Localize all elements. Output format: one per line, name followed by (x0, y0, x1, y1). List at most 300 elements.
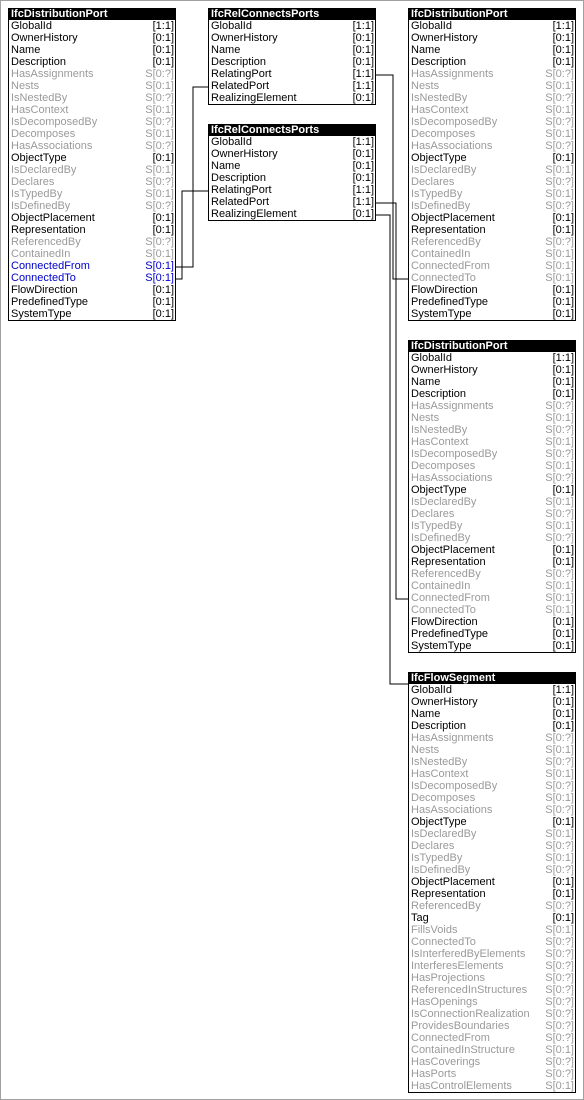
attribute-row[interactable] (9, 176, 175, 188)
attribute-row[interactable] (9, 260, 175, 272)
attribute-cardinality: S[0:?] (545, 948, 574, 960)
attribute-name: Name (411, 376, 441, 388)
attribute-cardinality: [0:1] (552, 912, 574, 924)
attribute-cardinality: S[0:1] (545, 1044, 574, 1056)
attribute-cardinality: [0:1] (552, 816, 574, 828)
attribute-name: HasContext (411, 436, 469, 448)
attribute-name: Representation (411, 556, 486, 568)
attribute-name: IsNestedBy (11, 92, 68, 104)
attribute-name: ReferencedInStructures (411, 984, 528, 996)
attribute-row[interactable] (409, 364, 575, 376)
attribute-cardinality: S[0:1] (545, 828, 574, 840)
attribute-row[interactable] (409, 756, 575, 768)
attribute-row[interactable] (409, 152, 575, 164)
attribute-row[interactable] (209, 80, 375, 92)
attribute-cardinality: [0:1] (552, 876, 574, 888)
attribute-name: OwnerHistory (11, 32, 78, 44)
attribute-cardinality: [1:1] (352, 68, 374, 80)
attribute-name: FlowDirection (11, 284, 78, 296)
attribute-row[interactable] (409, 544, 575, 556)
attribute-cardinality: [0:1] (552, 376, 574, 388)
attribute-cardinality: S[0:1] (145, 272, 174, 284)
attribute-row[interactable] (409, 248, 575, 260)
attribute-cardinality: S[0:1] (545, 260, 574, 272)
attribute-row[interactable] (409, 176, 575, 188)
attribute-row[interactable] (209, 136, 375, 148)
attribute-row[interactable] (9, 188, 175, 200)
attribute-cardinality: S[0:1] (145, 248, 174, 260)
attribute-cardinality: [0:1] (152, 44, 174, 56)
attribute-name: FlowDirection (411, 616, 478, 628)
attribute-row[interactable] (409, 436, 575, 448)
attribute-name: GlobalId (411, 352, 452, 364)
attribute-cardinality: S[0:1] (545, 128, 574, 140)
attribute-cardinality: S[0:?] (545, 780, 574, 792)
attribute-row[interactable] (9, 224, 175, 236)
attribute-name: Representation (11, 224, 86, 236)
attribute-name: FillsVoids (411, 924, 458, 936)
attribute-cardinality: S[0:?] (545, 472, 574, 484)
attribute-name: ConnectedTo (411, 936, 476, 948)
attribute-name: Description (411, 720, 467, 732)
attribute-cardinality: S[0:1] (545, 520, 574, 532)
attribute-row[interactable] (409, 424, 575, 436)
attribute-row[interactable] (409, 460, 575, 472)
attribute-row[interactable] (209, 208, 375, 220)
attribute-cardinality: S[0:1] (545, 248, 574, 260)
entity-ifcdistributionport-right-mid[interactable] (408, 340, 576, 653)
attribute-row[interactable] (9, 308, 175, 320)
attribute-cardinality: [0:1] (352, 160, 374, 172)
attribute-row[interactable] (409, 164, 575, 176)
attribute-row[interactable] (409, 260, 575, 272)
entity-ifcrelconnectsports-top[interactable] (208, 8, 376, 105)
attribute-name: ReferencedBy (11, 236, 81, 248)
attribute-row[interactable] (9, 212, 175, 224)
attribute-cardinality: S[0:1] (145, 128, 174, 140)
attribute-cardinality: [0:1] (352, 56, 374, 68)
attribute-row[interactable] (9, 32, 175, 44)
attribute-name: PredefinedType (411, 628, 489, 640)
attribute-cardinality: [1:1] (552, 20, 574, 32)
attribute-name: RealizingElement (211, 208, 297, 220)
attribute-name: IsDecomposedBy (411, 448, 498, 460)
attribute-cardinality: [0:1] (152, 296, 174, 308)
attribute-name: Nests (11, 80, 40, 92)
attribute-row[interactable] (9, 20, 175, 32)
attribute-cardinality: S[0:?] (545, 864, 574, 876)
attribute-row[interactable] (409, 1068, 575, 1080)
attribute-row[interactable] (409, 68, 575, 80)
attribute-name: ContainedIn (11, 248, 71, 260)
attribute-row[interactable] (209, 148, 375, 160)
attribute-row[interactable] (409, 924, 575, 936)
attribute-row[interactable] (409, 888, 575, 900)
attribute-cardinality: [0:1] (352, 208, 374, 220)
attribute-name: PredefinedType (11, 296, 89, 308)
attribute-row[interactable] (409, 104, 575, 116)
attribute-name: Declares (411, 176, 455, 188)
attribute-cardinality: [0:1] (552, 308, 574, 320)
attribute-cardinality: S[0:1] (545, 744, 574, 756)
attribute-name: ContainedIn (411, 248, 471, 260)
attribute-row[interactable] (409, 376, 575, 388)
attribute-name: OwnerHistory (211, 32, 278, 44)
attribute-row[interactable] (209, 68, 375, 80)
attribute-name: ConnectedFrom (411, 1032, 490, 1044)
attribute-name: Description (211, 56, 267, 68)
attribute-name: IsDefinedBy (411, 864, 471, 876)
attribute-cardinality: [0:1] (552, 708, 574, 720)
attribute-cardinality: S[0:1] (545, 604, 574, 616)
attribute-row[interactable] (409, 604, 575, 616)
attribute-row[interactable] (409, 840, 575, 852)
attribute-cardinality: S[0:1] (545, 436, 574, 448)
attribute-name: HasPorts (411, 1068, 457, 1080)
attribute-cardinality: S[0:?] (545, 984, 574, 996)
attribute-row[interactable] (409, 1020, 575, 1032)
attribute-row[interactable] (209, 92, 375, 104)
attribute-cardinality: S[0:?] (545, 1008, 574, 1020)
attribute-row[interactable] (9, 80, 175, 92)
attribute-row[interactable] (209, 172, 375, 184)
attribute-row[interactable] (409, 708, 575, 720)
attribute-cardinality: S[0:1] (545, 852, 574, 864)
attribute-cardinality: S[0:?] (545, 960, 574, 972)
attribute-row[interactable] (209, 44, 375, 56)
attribute-cardinality: [0:1] (552, 720, 574, 732)
attribute-row[interactable] (9, 152, 175, 164)
attribute-name: Name (411, 708, 441, 720)
attribute-row[interactable] (9, 56, 175, 68)
attribute-cardinality: [0:1] (352, 32, 374, 44)
attribute-cardinality: S[0:?] (545, 936, 574, 948)
attribute-name: IsNestedBy (411, 756, 468, 768)
attribute-row[interactable] (409, 140, 575, 152)
attribute-name: IsTypedBy (411, 852, 463, 864)
attribute-row[interactable] (409, 200, 575, 212)
attribute-cardinality: S[0:?] (545, 236, 574, 248)
attribute-row[interactable] (409, 720, 575, 732)
attribute-row[interactable] (409, 1080, 575, 1092)
attribute-row[interactable] (409, 520, 575, 532)
attribute-name: ObjectPlacement (11, 212, 95, 224)
attribute-row[interactable] (409, 684, 575, 696)
attribute-row[interactable] (409, 1056, 575, 1068)
attribute-row[interactable] (409, 864, 575, 876)
attribute-cardinality: [0:1] (552, 212, 574, 224)
attribute-name: HasAssociations (411, 140, 493, 152)
attribute-row[interactable] (409, 580, 575, 592)
attribute-name: IsTypedBy (411, 520, 463, 532)
attribute-row[interactable] (9, 116, 175, 128)
attribute-name: GlobalId (11, 20, 52, 32)
attribute-name: Nests (411, 412, 440, 424)
attribute-cardinality: S[0:1] (545, 580, 574, 592)
attribute-row[interactable] (409, 900, 575, 912)
attribute-name: Name (211, 44, 241, 56)
attribute-name: RelatingPort (211, 184, 272, 196)
attribute-cardinality: S[0:?] (545, 732, 574, 744)
attribute-row[interactable] (409, 56, 575, 68)
attribute-cardinality: S[0:?] (545, 508, 574, 520)
attribute-cardinality: S[0:1] (145, 188, 174, 200)
attribute-name: RelatedPort (211, 80, 270, 92)
attribute-cardinality: [1:1] (352, 184, 374, 196)
attribute-row[interactable] (409, 780, 575, 792)
attribute-cardinality: [1:1] (352, 136, 374, 148)
attribute-cardinality: [0:1] (152, 284, 174, 296)
attribute-name: ProvidesBoundaries (411, 1020, 510, 1032)
attribute-row[interactable] (209, 196, 375, 208)
attribute-row[interactable] (409, 80, 575, 92)
attribute-name: OwnerHistory (411, 696, 478, 708)
attribute-row[interactable] (409, 876, 575, 888)
attribute-cardinality: [0:1] (552, 628, 574, 640)
attribute-row[interactable] (409, 592, 575, 604)
attribute-cardinality: S[0:1] (545, 272, 574, 284)
attribute-row[interactable] (409, 116, 575, 128)
attribute-row[interactable] (409, 616, 575, 628)
attribute-cardinality: [0:1] (552, 56, 574, 68)
attribute-row[interactable] (409, 272, 575, 284)
attribute-name: ConnectedFrom (411, 592, 490, 604)
attribute-name: ContainedInStructure (411, 1044, 515, 1056)
attribute-cardinality: [0:1] (552, 556, 574, 568)
attribute-row[interactable] (409, 996, 575, 1008)
attribute-row[interactable] (409, 568, 575, 580)
attribute-row[interactable] (9, 44, 175, 56)
attribute-row[interactable] (209, 56, 375, 68)
attribute-row[interactable] (209, 160, 375, 172)
attribute-row[interactable] (409, 696, 575, 708)
attribute-name: HasContext (11, 104, 69, 116)
attribute-row[interactable] (409, 792, 575, 804)
attribute-cardinality: [0:1] (552, 224, 574, 236)
attribute-row[interactable] (9, 248, 175, 260)
attribute-row[interactable] (409, 92, 575, 104)
attribute-row[interactable] (9, 140, 175, 152)
attribute-name: ObjectPlacement (411, 212, 495, 224)
attribute-name: Representation (411, 888, 486, 900)
attribute-name: IsDefinedBy (11, 200, 71, 212)
attribute-cardinality: S[0:1] (545, 792, 574, 804)
attribute-row[interactable] (409, 804, 575, 816)
attribute-name: GlobalId (211, 136, 252, 148)
attribute-row[interactable] (9, 272, 175, 284)
attribute-row[interactable] (409, 556, 575, 568)
attribute-name: IsTypedBy (11, 188, 63, 200)
attribute-row[interactable] (409, 852, 575, 864)
attribute-row[interactable] (9, 128, 175, 140)
attribute-cardinality: S[0:1] (145, 80, 174, 92)
attribute-row[interactable] (209, 20, 375, 32)
attribute-row[interactable] (9, 200, 175, 212)
attribute-cardinality: [0:1] (352, 148, 374, 160)
attribute-row[interactable] (409, 32, 575, 44)
entity-title: IfcRelConnectsPorts (209, 9, 375, 20)
attribute-row[interactable] (409, 828, 575, 840)
attribute-cardinality: [0:1] (152, 32, 174, 44)
entity-title: IfcFlowSegment (409, 673, 575, 684)
entity-ifcdistributionport-left[interactable] (8, 8, 176, 321)
attribute-row[interactable] (9, 164, 175, 176)
attribute-row[interactable] (409, 1008, 575, 1020)
attribute-row[interactable] (409, 484, 575, 496)
attribute-row[interactable] (409, 640, 575, 652)
entity-ifcflowsegment[interactable] (408, 672, 576, 1093)
attribute-row[interactable] (409, 412, 575, 424)
attribute-name: Declares (411, 840, 455, 852)
attribute-name: Name (411, 44, 441, 56)
attribute-cardinality: [1:1] (552, 684, 574, 696)
attribute-name: ReferencedBy (411, 900, 481, 912)
attribute-row[interactable] (409, 912, 575, 924)
attribute-row[interactable] (409, 472, 575, 484)
attribute-name: IsDefinedBy (411, 532, 471, 544)
attribute-name: ObjectType (411, 152, 467, 164)
attribute-cardinality: S[0:?] (145, 116, 174, 128)
attribute-row[interactable] (409, 44, 575, 56)
attribute-row[interactable] (9, 296, 175, 308)
attribute-name: SystemType (411, 640, 472, 652)
attribute-name: ObjectPlacement (411, 544, 495, 556)
entity-ifcdistributionport-right-top[interactable] (408, 8, 576, 321)
attribute-cardinality: S[0:?] (545, 116, 574, 128)
attribute-name: ObjectType (411, 816, 467, 828)
entity-title: IfcDistributionPort (409, 341, 575, 352)
attribute-cardinality: S[0:?] (545, 1056, 574, 1068)
attribute-cardinality: S[0:1] (545, 80, 574, 92)
attribute-row[interactable] (9, 236, 175, 248)
attribute-name: ConnectedFrom (411, 260, 490, 272)
attribute-cardinality: S[0:?] (145, 236, 174, 248)
attribute-name: SystemType (11, 308, 72, 320)
attribute-cardinality: [0:1] (552, 616, 574, 628)
attribute-name: IsNestedBy (411, 424, 468, 436)
attribute-row[interactable] (409, 732, 575, 744)
attribute-row[interactable] (409, 628, 575, 640)
attribute-name: IsDeclaredBy (11, 164, 77, 176)
attribute-name: ConnectedTo (411, 604, 476, 616)
attribute-cardinality: [0:1] (152, 224, 174, 236)
attribute-name: InterferesElements (411, 960, 504, 972)
attribute-row[interactable] (409, 388, 575, 400)
attribute-row[interactable] (9, 284, 175, 296)
attribute-cardinality: S[0:1] (545, 496, 574, 508)
attribute-row[interactable] (409, 936, 575, 948)
attribute-cardinality: [0:1] (552, 32, 574, 44)
attribute-cardinality: S[0:1] (545, 104, 574, 116)
attribute-row[interactable] (409, 768, 575, 780)
attribute-row[interactable] (409, 532, 575, 544)
attribute-cardinality: [0:1] (552, 484, 574, 496)
attribute-row[interactable] (409, 308, 575, 320)
attribute-row[interactable] (409, 284, 575, 296)
attribute-cardinality: S[0:?] (545, 200, 574, 212)
attribute-row[interactable] (409, 352, 575, 364)
attribute-row[interactable] (409, 948, 575, 960)
attribute-cardinality: S[0:?] (545, 68, 574, 80)
attribute-cardinality: [1:1] (152, 20, 174, 32)
attribute-row[interactable] (209, 184, 375, 196)
attribute-row[interactable] (409, 296, 575, 308)
attribute-row[interactable] (409, 744, 575, 756)
attribute-row[interactable] (409, 984, 575, 996)
attribute-name: Description (211, 172, 267, 184)
attribute-name: Declares (11, 176, 55, 188)
attribute-name: HasOpenings (411, 996, 478, 1008)
attribute-name: HasAssociations (411, 472, 493, 484)
attribute-row[interactable] (409, 496, 575, 508)
attribute-name: ReferencedBy (411, 236, 481, 248)
attribute-name: HasAssignments (411, 68, 494, 80)
attribute-cardinality: S[0:1] (145, 260, 174, 272)
attribute-cardinality: S[0:1] (145, 164, 174, 176)
attribute-row[interactable] (409, 224, 575, 236)
attribute-name: OwnerHistory (411, 364, 478, 376)
attribute-row[interactable] (409, 816, 575, 828)
attribute-row[interactable] (9, 68, 175, 80)
attribute-cardinality: S[0:?] (545, 804, 574, 816)
attribute-cardinality: [0:1] (552, 152, 574, 164)
attribute-cardinality: S[0:?] (145, 92, 174, 104)
attribute-name: GlobalId (411, 684, 452, 696)
attribute-row[interactable] (409, 236, 575, 248)
attribute-name: IsDeclaredBy (411, 164, 477, 176)
attribute-name: Tag (411, 912, 429, 924)
attribute-name: IsDefinedBy (411, 200, 471, 212)
attribute-cardinality: [0:1] (552, 284, 574, 296)
attribute-row[interactable] (409, 508, 575, 520)
attribute-row[interactable] (9, 92, 175, 104)
attribute-cardinality: S[0:?] (545, 448, 574, 460)
attribute-row[interactable] (409, 400, 575, 412)
attribute-name: Name (211, 160, 241, 172)
attribute-name: ContainedIn (411, 580, 471, 592)
attribute-row[interactable] (9, 104, 175, 116)
attribute-name: HasProjections (411, 972, 485, 984)
attribute-name: ConnectedFrom (11, 260, 90, 272)
attribute-row[interactable] (409, 960, 575, 972)
entity-ifcrelconnectsports-mid[interactable] (208, 124, 376, 221)
attribute-cardinality: [0:1] (152, 212, 174, 224)
attribute-row[interactable] (409, 188, 575, 200)
entity-title: IfcDistributionPort (409, 9, 575, 20)
attribute-cardinality: S[0:?] (545, 424, 574, 436)
attribute-row[interactable] (409, 972, 575, 984)
attribute-row[interactable] (409, 128, 575, 140)
attribute-cardinality: S[0:?] (545, 840, 574, 852)
attribute-cardinality: S[0:1] (545, 592, 574, 604)
attribute-name: FlowDirection (411, 284, 478, 296)
attribute-row[interactable] (409, 20, 575, 32)
attribute-name: RealizingElement (211, 92, 297, 104)
attribute-cardinality: S[0:?] (545, 532, 574, 544)
attribute-name: OwnerHistory (411, 32, 478, 44)
attribute-cardinality: S[0:1] (545, 188, 574, 200)
attribute-name: IsDecomposedBy (11, 116, 98, 128)
attribute-row[interactable] (409, 1044, 575, 1056)
attribute-row[interactable] (409, 212, 575, 224)
attribute-name: ConnectedTo (411, 272, 476, 284)
attribute-cardinality: [0:1] (552, 640, 574, 652)
attribute-row[interactable] (209, 32, 375, 44)
attribute-cardinality: S[0:?] (545, 176, 574, 188)
attribute-row[interactable] (409, 448, 575, 460)
attribute-cardinality: [0:1] (352, 92, 374, 104)
attribute-row[interactable] (409, 1032, 575, 1044)
